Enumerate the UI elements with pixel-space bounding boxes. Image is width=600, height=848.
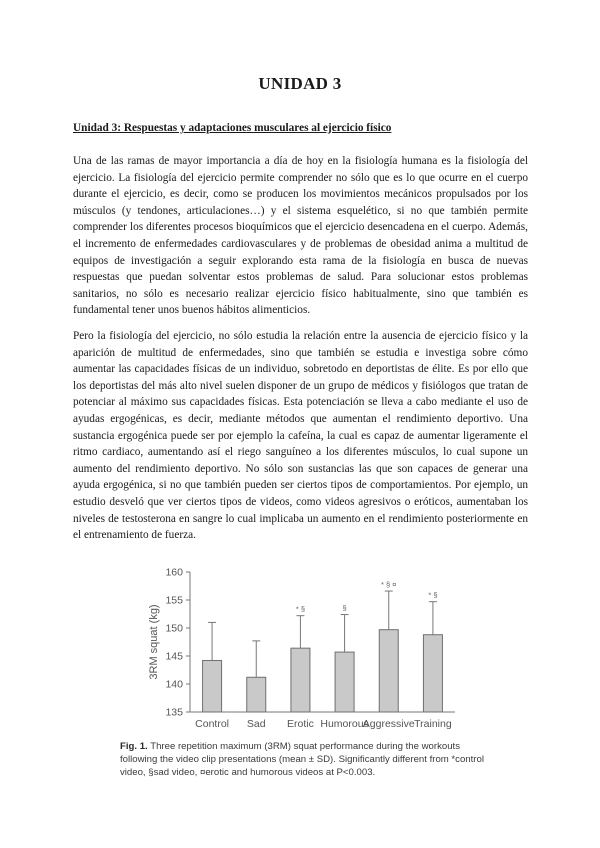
annotation-erotic: * § (295, 604, 306, 614)
y-tick-label-1: 140 (165, 678, 183, 691)
figure-caption (120, 740, 492, 779)
x-tick-label-training: Training (414, 718, 452, 730)
bar-aggressive (379, 630, 398, 712)
paragraph-2: Pero la fisiología del ejercicio, no sólo estudia la relación entre la ausencia de ejercicio físico y la aparición de multitud de enfermedades, sino que también se estudia e investiga sobre cómo aumentar las capacidades físicas de un individuo, sobretodo en deportistas de élite. Es por ello que los deportistas del más alto nivel suelen disponer de un grupo de médicos y fisiólogos que tratan de potenciar al máximo sus capacidades físicas. Esta potenciación se lleva a cabo mediante el uso de ayudas ergogénicas, es decir, mediante métodos que aumentan el rendimiento deportivo. Una sustancia ergogénica puede ser por ejemplo la cafeína, la cual es capaz de aumentar ligeramente el ritmo cardiaco, aumentando así el riego sanguíneo a los diferentes músculos, lo cual supone un aumento del rendimiento deportivo. No sólo son sustancias las que son capaces de generar una ayuda ergogénica, si no que también pueden ser ciertos tipos de comportamientos. Por ejemplo, un estudio desveló que ver ciertos tipos de videos, como videos agresivos o eróticos, aumentaban los niveles de testosterona en sangre lo cual implicaba un aumento en el rendimiento posteriormente en el entrenamiento de fuerza. (73, 330, 528, 542)
y-axis-label: 3RM squat (kg) (148, 604, 160, 680)
y-tick-label-4: 155 (165, 594, 183, 607)
bar-erotic (291, 648, 310, 712)
figure-caption-text: Three repetition maximum (3RM) squat performance during the workouts following the video clip presentations (mean ± SD). Significantly different from *control video, §sad video, ¤erotic and humorous videos at P<0.003. (120, 741, 484, 778)
bar-humorous (335, 652, 354, 712)
figure-caption-label: Fig. 1. (120, 741, 148, 752)
y-tick-label-2: 145 (165, 650, 183, 663)
y-tick-label-0: 135 (165, 706, 183, 719)
bar-sad (247, 677, 266, 712)
paragraph-1: Una de las ramas de mayor importancia a día de hoy en la fisiología humana es la fisiología del ejercicio. La fisiología del ejercicio permite comprender no sólo que es lo que ocurre en el cuerpo durante el ejercicio, es decir, como se producen los movimientos mecánicos propulsados por los músculos (y tendones, articulaciones…) y el sistema esquelético, si no que también permite comprender los diferentes procesos bioquímicos que el ejercicio desencadena en el cuerpo. Además, el incremento de enfermedades cardiovasculares y de problemas de obesidad anima a multitud de equipos de investigación a seguir explorando esta rama de la fisiología en busca de nuevas respuestas que puedan solventar estos problemas de salud. Para solucionar estos problemas sanitarios, no sólo es necesario realizar ejercicio físico habitualmente, sino que también es fundamental tener unos buenos hábitos alimenticios. (73, 155, 528, 317)
x-tick-label-erotic: Erotic (286, 718, 314, 730)
x-tick-label-aggressive: Aggressive (362, 718, 415, 730)
section-subtitle: Unidad 3: Respuestas y adaptaciones musculares al ejercicio físico (73, 122, 392, 134)
bar-control (203, 660, 222, 712)
x-tick-label-humorous: Humorous (320, 718, 369, 730)
annotation-humorous: § (342, 603, 347, 613)
x-tick-label-sad: Sad (246, 718, 266, 730)
y-tick-label-5: 160 (165, 566, 183, 579)
annotation-training: * § (428, 590, 438, 600)
y-tick-label-3: 150 (165, 622, 183, 635)
bar-training (423, 635, 442, 712)
page-title: UNIDAD 3 (258, 74, 342, 93)
annotation-aggressive: * § ¤ (381, 580, 397, 590)
x-tick-label-control: Control (195, 718, 230, 730)
